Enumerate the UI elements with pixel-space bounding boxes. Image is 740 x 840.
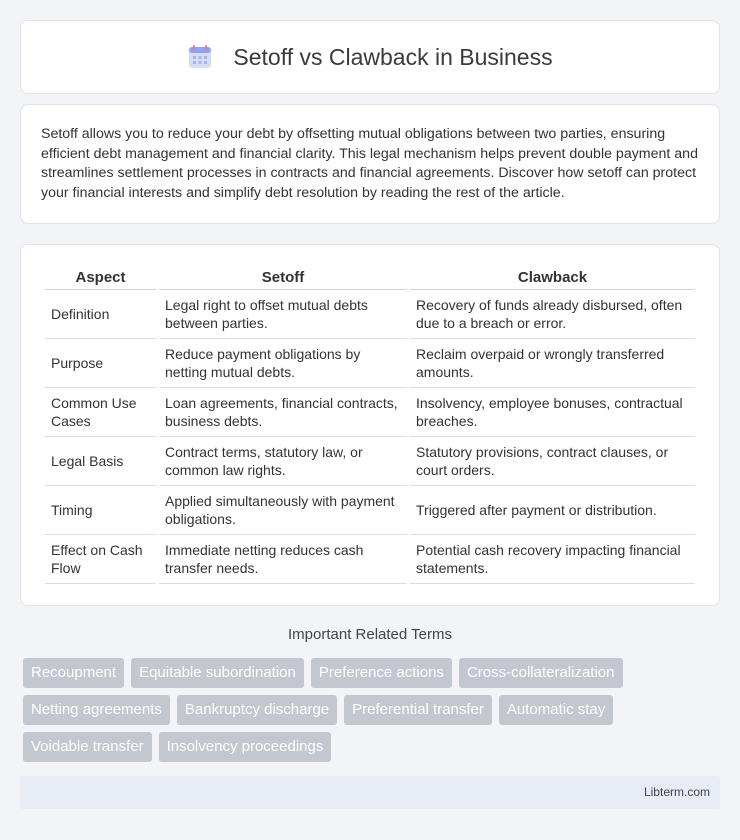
related-term-tag[interactable]: Equitable subordination [131, 658, 304, 688]
intro-text: Setoff allows you to reduce your debt by offsetting mutual obligations between two parties, ensuring efficient debt management and financial clarity. This legal mechanism helps prevent double payment and streamlines settlement processes in contracts and financial agreements. Discover how setoff can protect your financial interests and simplify debt resolution by reading the rest of the article. [41, 126, 698, 201]
cell-clawback: Potential cash recovery impacting financial statements. [410, 535, 695, 584]
cell-setoff: Applied simultaneously with payment obligations. [159, 486, 407, 535]
header-aspect: Aspect [45, 265, 156, 290]
cell-clawback: Triggered after payment or distribution. [410, 486, 695, 535]
cell-aspect: Legal Basis [45, 437, 156, 486]
table-row [45, 437, 695, 486]
cell-setoff: Reduce payment obligations by netting mutual debts. [159, 339, 407, 388]
calendar-grid-icon [187, 44, 213, 70]
comparison-table [42, 265, 698, 584]
header-clawback: Clawback [410, 265, 695, 290]
related-terms-list [23, 658, 723, 762]
title-card [20, 20, 720, 94]
cell-clawback: Recovery of funds already disbursed, often due to a breach or error. [410, 290, 695, 339]
related-term-tag[interactable]: Preferential transfer [344, 695, 492, 725]
comparison-card [20, 244, 720, 606]
cell-aspect: Timing [45, 486, 156, 535]
cell-aspect: Effect on Cash Flow [45, 535, 156, 584]
related-term-tag[interactable]: Voidable transfer [23, 732, 152, 762]
related-term-tag[interactable]: Netting agreements [23, 695, 170, 725]
cell-clawback: Insolvency, employee bonuses, contractual breaches. [410, 388, 695, 437]
related-term-tag[interactable]: Cross-collateralization [459, 658, 623, 688]
header-setoff: Setoff [159, 265, 407, 290]
related-term-tag[interactable]: Automatic stay [499, 695, 613, 725]
related-term-tag[interactable]: Preference actions [311, 658, 452, 688]
cell-aspect: Common Use Cases [45, 388, 156, 437]
related-terms-title: Important Related Terms [288, 626, 452, 643]
footer-site-link[interactable]: Libterm.com [643, 785, 710, 799]
related-term-tag[interactable]: Bankruptcy discharge [177, 695, 337, 725]
table-row [45, 535, 695, 584]
cell-clawback: Statutory provisions, contract clauses, or court orders. [410, 437, 695, 486]
page-title: Setoff vs Clawback in Business [233, 43, 553, 70]
table-row [45, 290, 695, 339]
cell-aspect: Definition [45, 290, 156, 339]
cell-clawback: Reclaim overpaid or wrongly transferred amounts. [410, 339, 695, 388]
table-header-row [45, 265, 695, 290]
related-term-tag[interactable]: Insolvency proceedings [159, 732, 332, 762]
table-row [45, 388, 695, 437]
cell-setoff: Contract terms, statutory law, or common law rights. [159, 437, 407, 486]
intro-card [20, 104, 720, 224]
related-term-tag[interactable]: Recoupment [23, 658, 124, 688]
cell-aspect: Purpose [45, 339, 156, 388]
footer [20, 776, 720, 809]
cell-setoff: Loan agreements, financial contracts, business debts. [159, 388, 407, 437]
table-row [45, 486, 695, 535]
table-row [45, 339, 695, 388]
cell-setoff: Legal right to offset mutual debts between parties. [159, 290, 407, 339]
cell-setoff: Immediate netting reduces cash transfer needs. [159, 535, 407, 584]
